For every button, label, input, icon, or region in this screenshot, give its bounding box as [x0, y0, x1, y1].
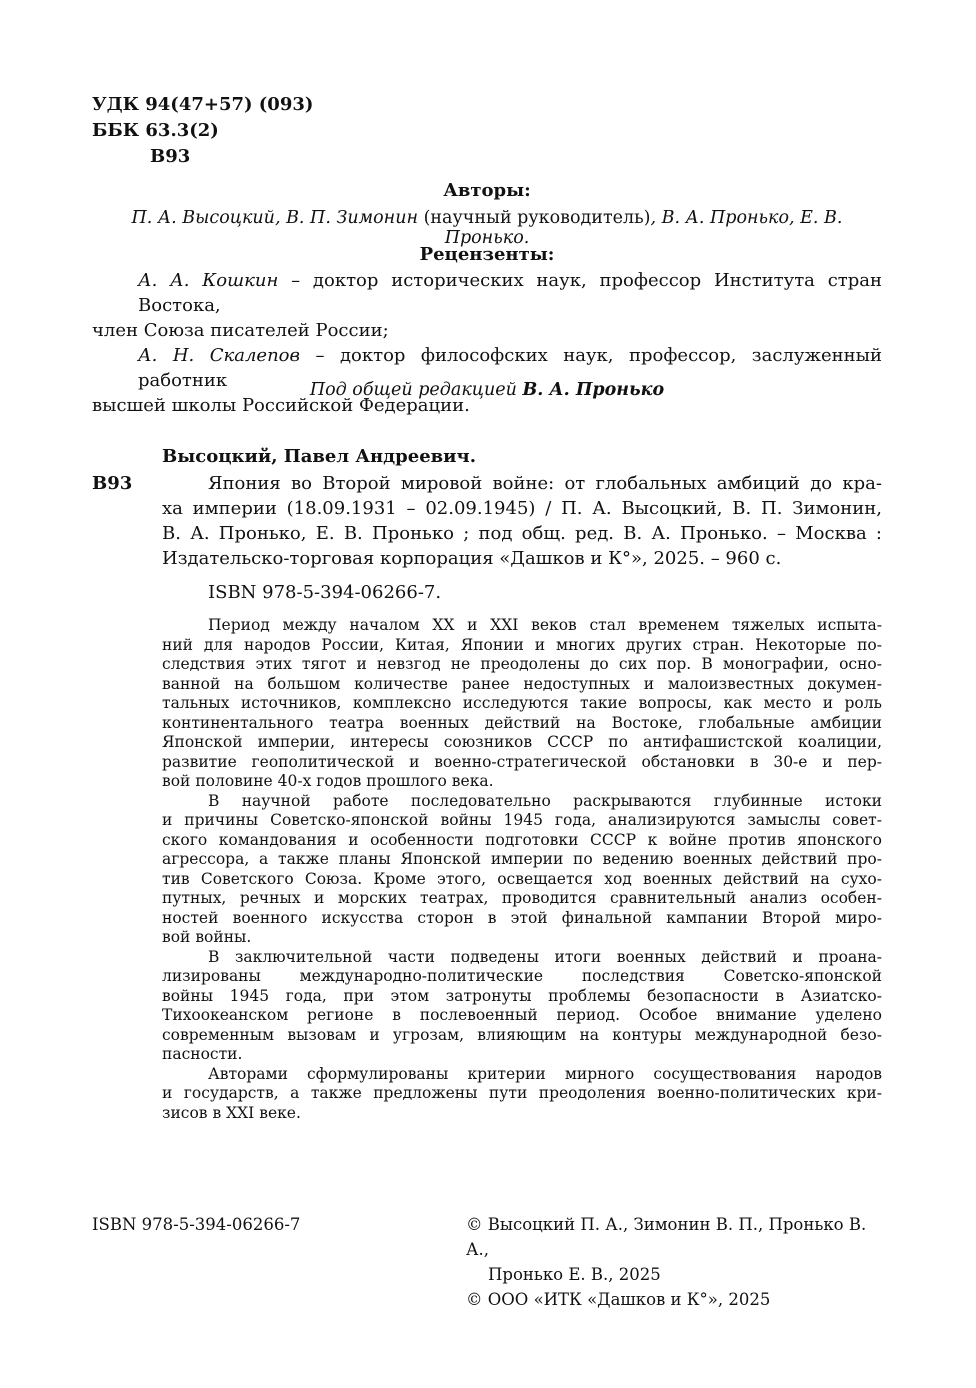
- abstract-paragraph-3: В заключительной части подведены итоги военных действий и проана- лизированы международно-политические последствия Советско-японской войны 1945 года, при этом затронуты проблемы безопасности в Азиатско- Тихоокеанском регионе в послевоенный период. Особое внимание уделено современным вызовам и угрозам, влияющим на контуры международной безо- пасности.: [162, 947, 882, 1063]
- reviewer-2-line1: А. Н. Скалепов – доктор философских наук, профессор, заслуженный работник: [138, 345, 882, 391]
- bbk-code: ББК 63.3(2): [92, 120, 219, 141]
- classification-codes: [92, 92, 313, 170]
- reviewer-1-line1: А. А. Кошкин – доктор исторических наук, профессор Института стран Востока,: [138, 270, 882, 316]
- catalog-description: [162, 471, 882, 605]
- editor-name: В. А. Пронько: [522, 380, 665, 400]
- catalog-line: В. А. Пронько, Е. В. Пронько ; под общ. ред. В. А. Пронько. – Москва :: [162, 523, 882, 544]
- footer-copyrights: [466, 1212, 886, 1312]
- reviewer-1-line2: член Союза писателей России;: [92, 320, 389, 341]
- author-mark: В93: [150, 146, 191, 167]
- catalog-isbn: ISBN 978-5-394-06266-7.: [208, 582, 442, 603]
- catalog-line: Издательско-торговая корпорация «Дашков и К°», 2025. – 960 с.: [162, 548, 782, 569]
- authors-list: [92, 208, 882, 248]
- authors-names-b: , В. А. Пронько, Е. В. Пронько.: [444, 208, 843, 248]
- abstract: [162, 616, 882, 1123]
- abstract-paragraph-2: В научной работе последовательно раскрываются глубинные истоки и причины Советско-японской войны 1945 года, анализируются замыслы совет- ского командования и особенности подготовки СССР к войне против японского агрессора, а также планы Японской империи по ведению военных действий про- тив Советского Союза. Кроме этого, освещается ход военных действий на сухо- путных, речных и морских театрах, проводится сравнительный анализ особен- ностей военного искусства сторон в этой финальной кампании Второй миро- вой войны.: [162, 791, 882, 946]
- reviewer-2-name: А. Н. Скалепов: [138, 345, 300, 366]
- authors-role: (научный руководитель): [418, 208, 651, 228]
- catalog-mark: В93: [92, 473, 133, 494]
- authors-names-a: П. А. Высоцкий, В. П. Зимонин: [131, 208, 418, 228]
- authors-heading: Авторы:: [443, 180, 531, 201]
- catalog-line: ха империи (18.09.1931 – 02.09.1945) / П. А. Высоцкий, В. П. Зимонин,: [162, 498, 882, 519]
- udk-code: УДК 94(47+57) (093): [92, 94, 314, 115]
- footer-isbn: ISBN 978-5-394-06266-7: [92, 1215, 301, 1234]
- abstract-paragraph-1: Период между началом XX и XXI веков стал временем тяжелых испыта- ний для народов России, Китая, Японии и многих других стран. Некоторые по- следствия этих тягот и невзгод не преодолены до сих пор. В монографии, осно- ванной на большом количестве ранее недоступных и малоизвестных докумен- тальных источников, комплексно исследуются такие вопросы, как место и роль континентального театра военных действий на Востоке, глобальные амбиции Японской империи, интересы союзников СССР по антифашистской коалиции, развитие геополитической и военно-стратегической обстановки в 30-е и пер- вой половине 40-х годов прошлого века.: [162, 616, 882, 790]
- reviewer-2-line2: высшей школы Российской Федерации.: [92, 395, 470, 416]
- editor-prefix: Под общей редакцией: [309, 380, 523, 400]
- catalog-line: Япония во Второй мировой войне: от глобальных амбиций до кра-: [208, 473, 882, 494]
- copyright-authors-cont: Пронько Е. В., 2025: [488, 1265, 661, 1284]
- editor-line: [92, 380, 882, 400]
- abstract-paragraph-4: Авторами сформулированы критерии мирного сосуществования народов и государств, а также предложены пути преодоления военно-политических кри- зисов в XXI веке.: [162, 1064, 882, 1122]
- reviewer-1-name: А. А. Кошкин: [138, 270, 279, 291]
- copyright-publisher: © ООО «ИТК «Дашков и К°», 2025: [466, 1290, 771, 1309]
- catalog-main-author: Высоцкий, Павел Андреевич.: [162, 446, 476, 467]
- copyright-authors: © Высоцкий П. А., Зимонин В. П., Пронько В. А.,: [466, 1215, 867, 1259]
- reviewers-heading: Рецензенты:: [419, 244, 555, 265]
